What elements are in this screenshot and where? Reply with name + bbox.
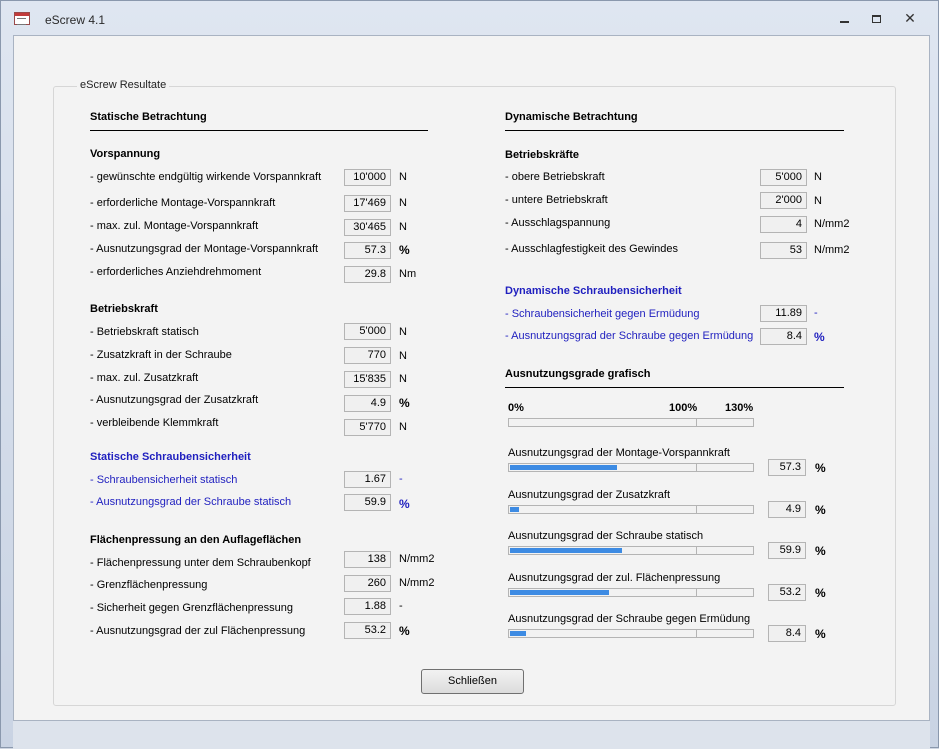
row-label: - Grenzflächenpressung bbox=[90, 579, 208, 591]
value-field: 8.4 bbox=[760, 328, 807, 345]
value-field: 2'000 bbox=[760, 192, 807, 209]
row-label: - Betriebskraft statisch bbox=[90, 326, 199, 338]
bar-fill bbox=[510, 548, 622, 553]
bar-label: Ausnutzungsgrad der Schraube gegen Ermüdung bbox=[508, 613, 751, 625]
row-label: - Schraubensicherheit statisch bbox=[90, 474, 238, 486]
unit-label: % bbox=[399, 243, 410, 257]
bar-label: Ausnutzungsgrad der Schraube statisch bbox=[508, 530, 704, 542]
graphics-heading-rule bbox=[505, 387, 844, 388]
flaechenpressung-heading: Flächenpressung an den Auflageflächen bbox=[90, 534, 302, 546]
value-field: 5'000 bbox=[760, 169, 807, 186]
value-field: 5'770 bbox=[344, 419, 391, 436]
unit-label: N bbox=[399, 326, 407, 338]
row-label: - Flächenpressung unter dem Schraubenkopf bbox=[90, 557, 311, 569]
row-label: - Ausnutzungsgrad der Zusatzkraft bbox=[90, 394, 259, 406]
scale-zero-label: 0% bbox=[508, 402, 524, 414]
value-field: 1.67 bbox=[344, 471, 391, 488]
row-label: - Ausnutzungsgrad der zul Flächenpressung bbox=[90, 625, 306, 637]
value-field: 53.2 bbox=[768, 584, 806, 601]
value-field: 138 bbox=[344, 551, 391, 568]
value-field: 10'000 bbox=[344, 169, 391, 186]
status-strip bbox=[13, 721, 930, 749]
row-label: - Ausnutzungsgrad der Schraube gegen Ermüdung bbox=[505, 330, 754, 342]
bar-fill bbox=[510, 465, 617, 470]
unit-label: % bbox=[815, 544, 826, 558]
value-field: 4.9 bbox=[344, 395, 391, 412]
scale-hundred-label: 100% bbox=[669, 402, 698, 414]
scale-tick-100 bbox=[696, 629, 697, 638]
utilization-bar bbox=[508, 463, 754, 472]
dynamic-safety-heading: Dynamische Schraubensicherheit bbox=[505, 285, 682, 297]
betriebskraefte-heading: Betriebskräfte bbox=[505, 149, 579, 161]
utilization-bar bbox=[508, 588, 754, 597]
unit-label: N bbox=[399, 171, 407, 183]
value-field: 29.8 bbox=[344, 266, 391, 283]
row-label: - Ausnutzungsgrad der Montage-Vorspannkraft bbox=[90, 243, 319, 255]
row-label: - Zusatzkraft in der Schraube bbox=[90, 349, 232, 361]
value-field: 4.9 bbox=[768, 501, 806, 518]
scale-bar bbox=[508, 418, 754, 427]
value-field: 53.2 bbox=[344, 622, 391, 639]
utilization-bar bbox=[508, 546, 754, 555]
scale-tick-100 bbox=[696, 505, 697, 514]
unit-label: Nm bbox=[399, 268, 417, 280]
row-label: - verbleibende Klemmkraft bbox=[90, 417, 219, 429]
maximize-icon bbox=[872, 15, 881, 23]
row-label: - max. zul. Zusatzkraft bbox=[90, 372, 199, 384]
row-label: - obere Betriebskraft bbox=[505, 171, 605, 183]
graphics-heading: Ausnutzungsgrade grafisch bbox=[505, 368, 651, 380]
utilization-bar bbox=[508, 505, 754, 514]
value-field: 5'000 bbox=[344, 323, 391, 340]
unit-label: N bbox=[399, 421, 407, 433]
unit-label: - bbox=[814, 307, 818, 319]
value-field: 15'835 bbox=[344, 371, 391, 388]
value-field: 30'465 bbox=[344, 219, 391, 236]
unit-label: - bbox=[399, 600, 403, 612]
unit-label: - bbox=[399, 473, 403, 485]
row-label: - Ausschlagfestigkeit des Gewindes bbox=[505, 243, 679, 255]
scale-tick-100 bbox=[696, 546, 697, 555]
unit-label: N/mm2 bbox=[814, 218, 850, 230]
unit-label: N bbox=[814, 195, 822, 207]
value-field: 17'469 bbox=[344, 195, 391, 212]
value-field: 770 bbox=[344, 347, 391, 364]
value-field: 260 bbox=[344, 575, 391, 592]
vorspannung-heading: Vorspannung bbox=[90, 148, 161, 160]
row-label: - erforderliches Anziehdrehmoment bbox=[90, 266, 262, 278]
close-window-button[interactable] bbox=[897, 9, 923, 27]
close-button[interactable]: Schließen bbox=[421, 669, 524, 694]
window-title: eScrew 4.1 bbox=[45, 13, 106, 27]
row-label: - Schraubensicherheit gegen Ermüdung bbox=[505, 308, 700, 320]
value-field: 8.4 bbox=[768, 625, 806, 642]
value-field: 1.88 bbox=[344, 598, 391, 615]
unit-label: N bbox=[814, 171, 822, 183]
value-field: 57.3 bbox=[344, 242, 391, 259]
row-label: - erforderliche Montage-Vorspannkraft bbox=[90, 197, 276, 209]
minimize-button[interactable] bbox=[831, 9, 857, 27]
dynamic-heading-rule bbox=[505, 130, 844, 131]
row-label: - Ausschlagspannung bbox=[505, 217, 611, 229]
unit-label: % bbox=[815, 586, 826, 600]
bar-fill bbox=[510, 507, 519, 512]
bar-label: Ausnutzungsgrad der Zusatzkraft bbox=[508, 489, 671, 501]
maximize-button[interactable] bbox=[863, 9, 889, 27]
unit-label: N bbox=[399, 373, 407, 385]
row-label: - gewünschte endgültig wirkende Vorspannkraft bbox=[90, 171, 322, 183]
scale-tick-100 bbox=[696, 463, 697, 472]
bar-label: Ausnutzungsgrad der zul. Flächenpressung bbox=[508, 572, 721, 584]
unit-label: % bbox=[814, 330, 825, 344]
scale-max-label: 130% bbox=[725, 402, 754, 414]
row-label: - untere Betriebskraft bbox=[505, 194, 608, 206]
unit-label: N/mm2 bbox=[399, 577, 435, 589]
static-safety-heading: Statische Schraubensicherheit bbox=[90, 451, 251, 463]
row-label: - max. zul. Montage-Vorspannkraft bbox=[90, 220, 259, 232]
value-field: 4 bbox=[760, 216, 807, 233]
static-heading-rule bbox=[90, 130, 428, 131]
utilization-bar bbox=[508, 629, 754, 638]
unit-label: % bbox=[399, 497, 410, 511]
bar-fill bbox=[510, 631, 526, 636]
unit-label: N bbox=[399, 350, 407, 362]
value-field: 57.3 bbox=[768, 459, 806, 476]
scale-tick-100 bbox=[696, 588, 697, 597]
static-heading: Statische Betrachtung bbox=[90, 111, 207, 123]
unit-label: N/mm2 bbox=[399, 553, 435, 565]
scale-tick-100 bbox=[696, 418, 697, 427]
app-icon[interactable] bbox=[14, 12, 30, 25]
bar-fill bbox=[510, 590, 609, 595]
unit-label: N/mm2 bbox=[814, 244, 850, 256]
betriebskraft-heading: Betriebskraft bbox=[90, 303, 158, 315]
unit-label: % bbox=[815, 503, 826, 517]
minimize-icon bbox=[840, 21, 849, 23]
bar-label: Ausnutzungsgrad der Montage-Vorspannkraft bbox=[508, 447, 730, 459]
close-icon: ✕ bbox=[904, 10, 916, 26]
value-field: 59.9 bbox=[344, 494, 391, 511]
dynamic-heading: Dynamische Betrachtung bbox=[505, 111, 638, 123]
value-field: 53 bbox=[760, 242, 807, 259]
value-field: 11.89 bbox=[760, 305, 807, 322]
value-field: 59.9 bbox=[768, 542, 806, 559]
unit-label: N bbox=[399, 221, 407, 233]
results-group-title: eScrew Resultate bbox=[77, 79, 169, 91]
unit-label: % bbox=[815, 627, 826, 641]
unit-label: % bbox=[399, 396, 410, 410]
row-label: - Sicherheit gegen Grenzflächenpressung bbox=[90, 602, 294, 614]
unit-label: % bbox=[815, 461, 826, 475]
unit-label: % bbox=[399, 624, 410, 638]
unit-label: N bbox=[399, 197, 407, 209]
title-bar bbox=[1, 1, 938, 35]
row-label: - Ausnutzungsgrad der Schraube statisch bbox=[90, 496, 292, 508]
